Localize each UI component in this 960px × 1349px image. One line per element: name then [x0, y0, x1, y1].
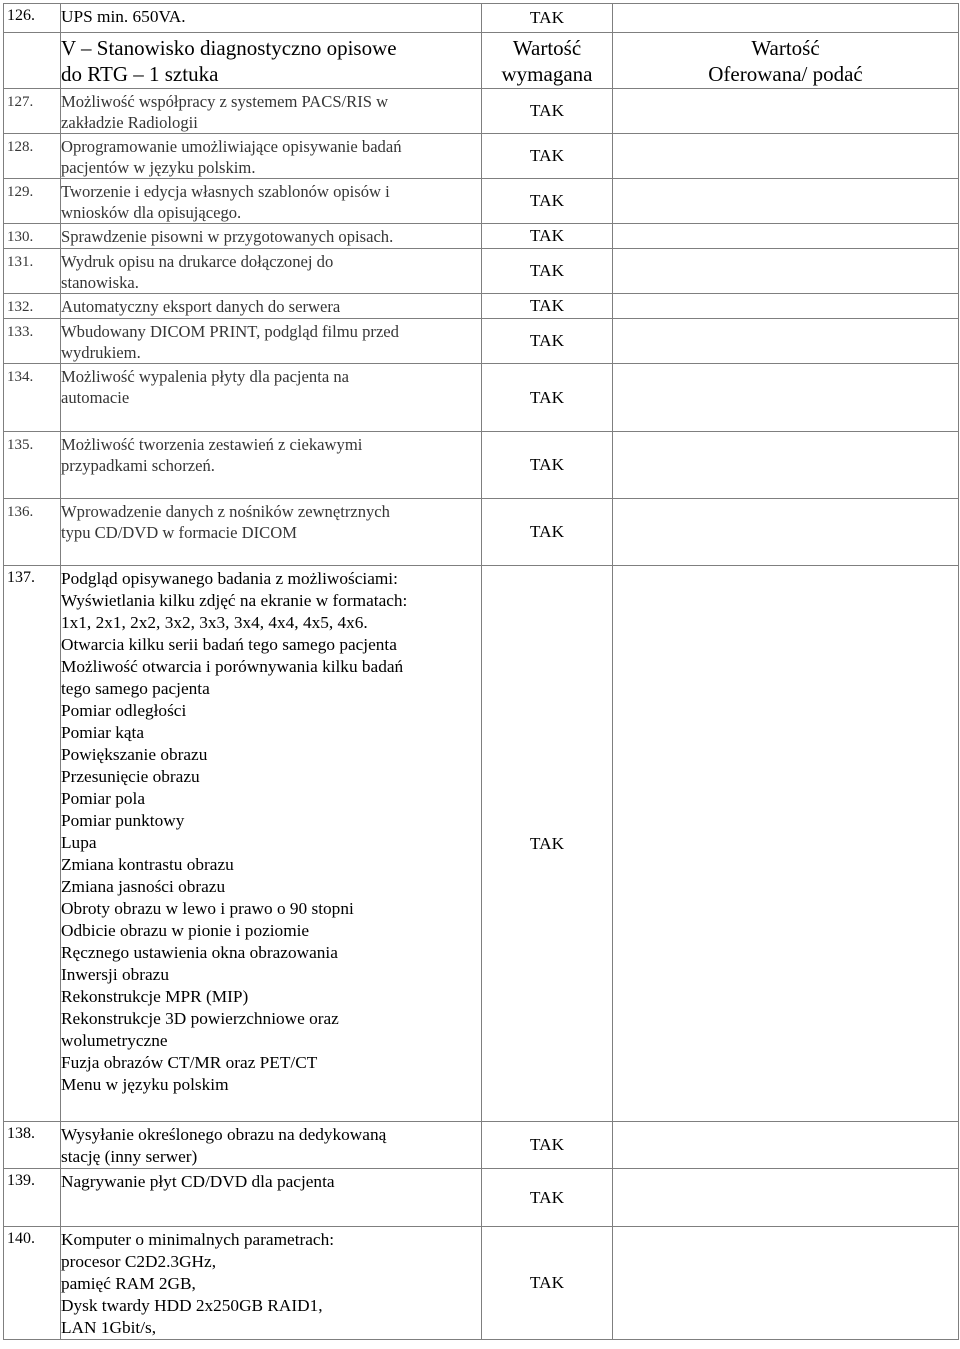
row-number: 132. [4, 294, 61, 319]
row-required-value: TAK [482, 294, 613, 319]
row-offered-value [613, 224, 959, 249]
table-row [4, 1227, 959, 1340]
row-required-value: TAK [482, 499, 613, 566]
row-offered-value [613, 1169, 959, 1227]
description-line: Wbudowany DICOM PRINT, podgląd filmu przed [61, 322, 399, 341]
column-header-offered [613, 33, 959, 89]
description-line: Zmiana jasności obrazu [61, 877, 226, 896]
row-number: 138. [4, 1122, 61, 1169]
row-required-value: TAK [482, 4, 613, 33]
description-line: Oprogramowanie umożliwiające opisywanie badań [61, 137, 402, 156]
description-line: Wprowadzenie danych z nośników zewnętrznych [61, 502, 390, 521]
table-row [4, 1169, 959, 1227]
description-line: Powiększanie obrazu [61, 745, 208, 764]
description-line: Możliwość tworzenia zestawień z ciekawymi [61, 435, 363, 454]
row-offered-value [613, 294, 959, 319]
description-line: Wydruk opisu na drukarce dołączonej do [61, 252, 334, 271]
description-line: pamięć RAM 2GB, [61, 1274, 196, 1293]
row-offered-value [613, 432, 959, 499]
description-line: Nagrywanie płyt CD/DVD dla pacjenta [61, 1172, 335, 1191]
description-line: automacie [61, 388, 130, 407]
table-row [4, 432, 959, 499]
row-number: 126. [4, 4, 61, 33]
row-offered-value [613, 566, 959, 1122]
section-title-line: do RTG – 1 sztuka [61, 61, 219, 86]
row-description [61, 89, 482, 134]
table-row [4, 249, 959, 294]
row-number: 129. [4, 179, 61, 224]
description-line: Pomiar kąta [61, 723, 145, 742]
row-number: 130. [4, 224, 61, 249]
row-description [61, 249, 482, 294]
description-line: Możliwość współpracy z systemem PACS/RIS w [61, 92, 389, 111]
description-line: tego samego pacjenta [61, 679, 210, 698]
row-offered-value [613, 134, 959, 179]
header-line: Wartość [751, 35, 820, 60]
row-number: 139. [4, 1169, 61, 1227]
description-line: 1x1, 2x1, 2x2, 3x2, 3x3, 3x4, 4x4, 4x5, 4x6. [61, 613, 368, 632]
description-line: Rekonstrukcje MPR (MIP) [61, 987, 249, 1006]
table-row [4, 224, 959, 249]
row-description [61, 134, 482, 179]
row-required-value: TAK [482, 319, 613, 364]
table-row [4, 179, 959, 224]
description-line: Pomiar odległości [61, 701, 187, 720]
table-row [4, 499, 959, 566]
row-description [61, 1122, 482, 1169]
description-line: zakładzie Radiologii [61, 113, 198, 132]
specification-table [3, 3, 959, 1340]
row-description [61, 319, 482, 364]
row-offered-value [613, 89, 959, 134]
row-required-value: TAK [482, 179, 613, 224]
description-line: wolumetryczne [61, 1031, 168, 1050]
description-line: Fuzja obrazów CT/MR oraz PET/CT [61, 1053, 318, 1072]
description-line: Przesunięcie obrazu [61, 767, 200, 786]
description-line: Komputer o minimalnych parametrach: [61, 1230, 335, 1249]
description-line: Możliwość otwarcia i porównywania kilku badań [61, 657, 404, 676]
description-line: wniosków dla opisującego. [61, 203, 242, 222]
row-description [61, 566, 482, 1122]
description-line: Obroty obrazu w lewo i prawo o 90 stopni [61, 899, 354, 918]
table-row [4, 294, 959, 319]
description-line: Wysyłanie określonego obrazu na dedykowaną [61, 1125, 387, 1144]
header-line: Wartość [512, 35, 582, 60]
description-line: Pomiar pola [61, 789, 145, 808]
row-number: 131. [4, 249, 61, 294]
description-line: UPS min. 650VA. [61, 7, 186, 26]
row-offered-value [613, 319, 959, 364]
row-description [61, 294, 482, 319]
header-line: Oferowana/ podać [708, 61, 863, 86]
description-line: Tworzenie i edycja własnych szablonów opisów i [61, 182, 390, 201]
description-line: Rekonstrukcje 3D powierzchniowe oraz [61, 1009, 339, 1028]
description-line: LAN 1Gbit/s, [61, 1318, 157, 1337]
description-line: stanowiska. [61, 273, 139, 292]
description-line: Wyświetlania kilku zdjęć na ekranie w formatach: [61, 591, 408, 610]
row-offered-value [613, 249, 959, 294]
row-description [61, 1169, 482, 1227]
table-row [4, 364, 959, 432]
row-number: 135. [4, 432, 61, 499]
description-line: Podgląd opisywanego badania z możliwościami: [61, 569, 398, 588]
header-line: wymagana [501, 61, 593, 86]
description-line: Możliwość wypalenia płyty dla pacjenta na [61, 367, 349, 386]
section-header-row [4, 33, 959, 89]
row-description [61, 364, 482, 432]
description-line: Zmiana kontrastu obrazu [61, 855, 234, 874]
row-number: 127. [4, 89, 61, 134]
column-header-required [482, 33, 613, 89]
row-offered-value [613, 1227, 959, 1340]
row-description [61, 499, 482, 566]
description-line: typu CD/DVD w formacie DICOM [61, 523, 297, 542]
row-required-value: TAK [482, 224, 613, 249]
row-required-value: TAK [482, 89, 613, 134]
row-required-value: TAK [482, 1227, 613, 1340]
description-line: wydrukiem. [61, 343, 141, 362]
table-row [4, 4, 959, 33]
description-line: Sprawdzenie pisowni w przygotowanych opisach. [61, 227, 394, 246]
description-line: Inwersji obrazu [61, 965, 169, 984]
table-row [4, 566, 959, 1122]
row-required-value: TAK [482, 249, 613, 294]
description-line: Odbicie obrazu w pionie i poziomie [61, 921, 310, 940]
description-line: procesor C2D2.3GHz, [61, 1252, 217, 1271]
row-required-value: TAK [482, 432, 613, 499]
table-row [4, 319, 959, 364]
row-required-value: TAK [482, 1122, 613, 1169]
row-number: 140. [4, 1227, 61, 1340]
description-line: Ręcznego ustawienia okna obrazowania [61, 943, 338, 962]
row-offered-value [613, 1122, 959, 1169]
row-offered-value [613, 364, 959, 432]
section-title [61, 33, 482, 89]
description-line: Automatyczny eksport danych do serwera [61, 297, 341, 316]
description-line: przypadkami schorzeń. [61, 456, 215, 475]
row-description [61, 4, 482, 33]
table-row [4, 134, 959, 179]
header-number-cell [4, 33, 61, 89]
description-line: stację (inny serwer) [61, 1147, 198, 1166]
row-offered-value [613, 499, 959, 566]
row-number: 133. [4, 319, 61, 364]
row-offered-value [613, 4, 959, 33]
row-description [61, 432, 482, 499]
table-row [4, 1122, 959, 1169]
table-row [4, 89, 959, 134]
row-number: 137. [4, 566, 61, 1122]
row-required-value: TAK [482, 1169, 613, 1227]
description-line: Pomiar punktowy [61, 811, 185, 830]
row-description [61, 1227, 482, 1340]
description-line: Menu w języku polskim [61, 1075, 229, 1094]
row-required-value: TAK [482, 134, 613, 179]
description-line: Otwarcia kilku serii badań tego samego pacjenta [61, 635, 397, 654]
row-description [61, 179, 482, 224]
section-title-line: V – Stanowisko diagnostyczno opisowe [61, 35, 397, 60]
row-required-value: TAK [482, 364, 613, 432]
description-line: Dysk twardy HDD 2x250GB RAID1, [61, 1296, 323, 1315]
row-number: 136. [4, 499, 61, 566]
row-offered-value [613, 179, 959, 224]
description-line: Lupa [61, 833, 97, 852]
row-number: 128. [4, 134, 61, 179]
description-line: pacjentów w języku polskim. [61, 158, 256, 177]
row-description [61, 224, 482, 249]
row-number: 134. [4, 364, 61, 432]
row-required-value: TAK [482, 566, 613, 1122]
